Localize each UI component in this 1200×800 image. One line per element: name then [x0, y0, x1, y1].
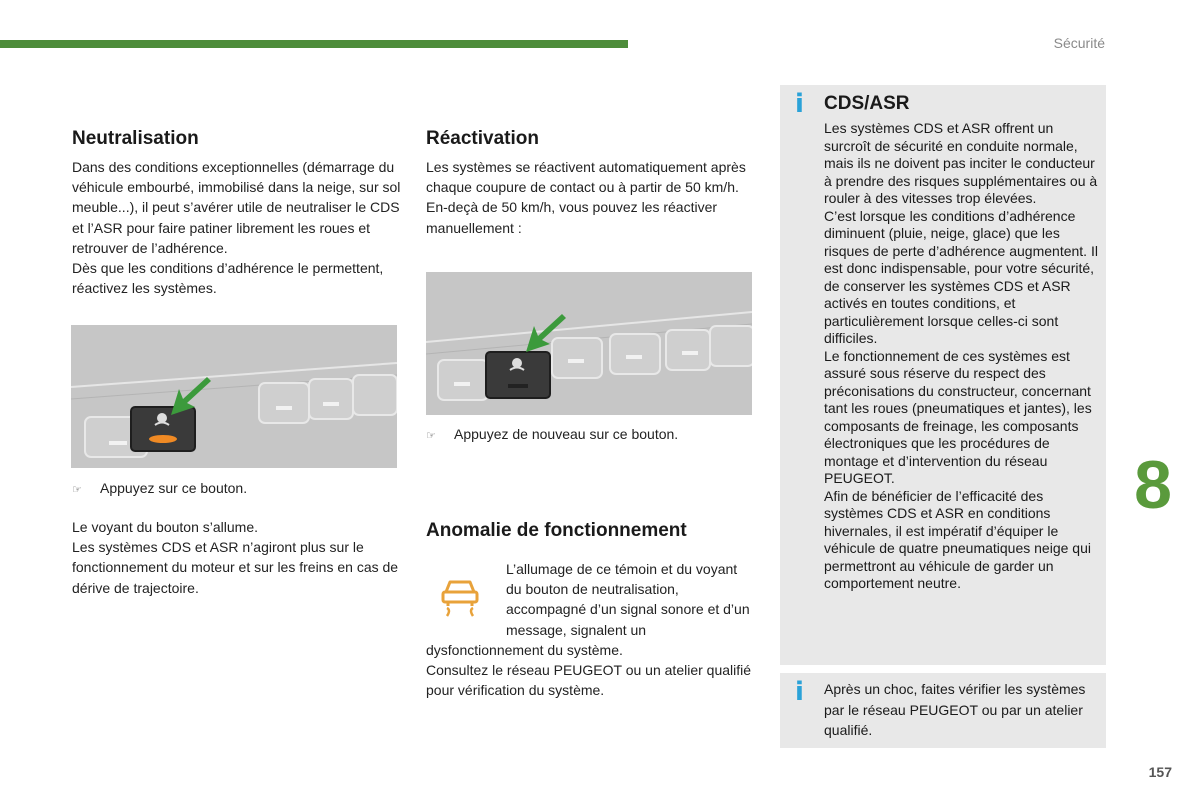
info-icon-2: i — [795, 677, 804, 707]
info-para-1: Les systèmes CDS et ASR offrent un surcroît de sécurité en conduite normale, mais ils ne doivent pas inciter le conducteur à prendre des risques supplémentaires ou à rouler à des vitesses trop élevées. — [824, 120, 1098, 206]
chapter-number: 8 — [1134, 447, 1172, 523]
neutralisation-para-1: Dans des conditions exceptionnelles (démarrage du véhicule embourbé, immobilisé dans la neige, sur sol meuble...), il peut s’avérer utile de neutraliser le CDS et l’ASR pour faire patiner librement les roues et retrouver de l’adhérence. — [72, 159, 401, 256]
console-button-illustration-2 — [426, 272, 752, 415]
reactivation-para-1: Les systèmes se réactivent automatiquement après chaque coupure de contact ou à partir de 50 km/h. — [426, 159, 746, 196]
page-number: 157 — [1148, 764, 1172, 780]
button-photo-neutralisation — [71, 325, 397, 468]
info-icon: i — [795, 89, 804, 119]
anomalie-text — [426, 640, 756, 701]
info-para-4: Afin de bénéficier de l’efficacité des systèmes CDS et ASR en conditions hivernales, il est impératif d’équiper le véhicule de quatre pneumatiques neige qui permettront au véhicule de garder un comportement neutre. — [824, 487, 1091, 591]
info-box-title: CDS/ASR — [824, 93, 910, 114]
neutralisation-result-text — [72, 517, 402, 598]
info-box-cds-asr — [780, 85, 1106, 665]
anomalie-wrapped-text: L’allumage de ce témoin et du voyant du bouton de neutralisation, accompagné d’un signal sonore et d’un message, signalent un — [506, 561, 750, 638]
section-title: Sécurité — [1053, 35, 1105, 51]
pointing-finger-icon: ☞ — [72, 484, 82, 496]
reactivation-text — [426, 157, 756, 238]
reactivation-instruction — [426, 426, 678, 442]
anomalie-cont: dysfonctionnement du système. — [426, 642, 623, 658]
neutralisation-para-2: Dès que les conditions d’adhérence le permettent, réactivez les systèmes. — [72, 260, 384, 297]
neutralisation-bullet-text: Appuyez sur ce bouton. — [100, 480, 248, 496]
neutralisation-instruction — [72, 480, 247, 496]
reactivation-heading: Réactivation — [426, 128, 539, 149]
anomalie-heading: Anomalie de fonctionnement — [426, 520, 687, 541]
neutralisation-heading: Neutralisation — [72, 128, 199, 149]
header-green-bar — [0, 40, 628, 48]
skid-warning-icon — [438, 574, 482, 618]
anomalie-para-2: Consultez le réseau PEUGEOT ou un atelier qualifié pour vérification du système. — [426, 662, 752, 699]
info-box-choc — [780, 673, 1106, 748]
button-photo-reactivation — [426, 272, 752, 415]
info-para-2: C’est lorsque les conditions d’adhérence diminuent (pluie, neige, glace) que les risques de perte d’adhérence augmentent. Il est donc indispensable, pour votre sécurité, de conserver les systèmes CDS et ASR activés en toutes conditions, et particulièrement lorsque celles-ci sont difficiles. — [824, 207, 1098, 346]
neutralisation-text — [72, 157, 402, 298]
neutralisation-para-4: Les systèmes CDS et ASR n’agiront plus sur le fonctionnement du moteur et sur les freins en cas de dérive de trajectoire. — [72, 539, 399, 596]
pointing-finger-icon-2: ☞ — [426, 430, 436, 442]
info-choc-text: Après un choc, faites vérifier les systèmes par le réseau PEUGEOT ou par un atelier qualifié. — [824, 681, 1086, 738]
reactivation-para-2: En-deçà de 50 km/h, vous pouvez les réactiver manuellement : — [426, 199, 718, 236]
neutralisation-para-3: Le voyant du bouton s’allume. — [72, 519, 259, 535]
reactivation-bullet-text: Appuyez de nouveau sur ce bouton. — [454, 426, 679, 442]
console-button-illustration — [71, 325, 397, 468]
info-box-body — [824, 120, 1100, 593]
info-para-3: Le fonctionnement de ces systèmes est assuré sous réserve du respect des préconisations du constructeur, concernant tant les roues (pneumatiques et jantes), les composants de freinage, les composants électroniques que les procédures de montage et d’intervention du réseau PEUGEOT. — [824, 347, 1092, 486]
